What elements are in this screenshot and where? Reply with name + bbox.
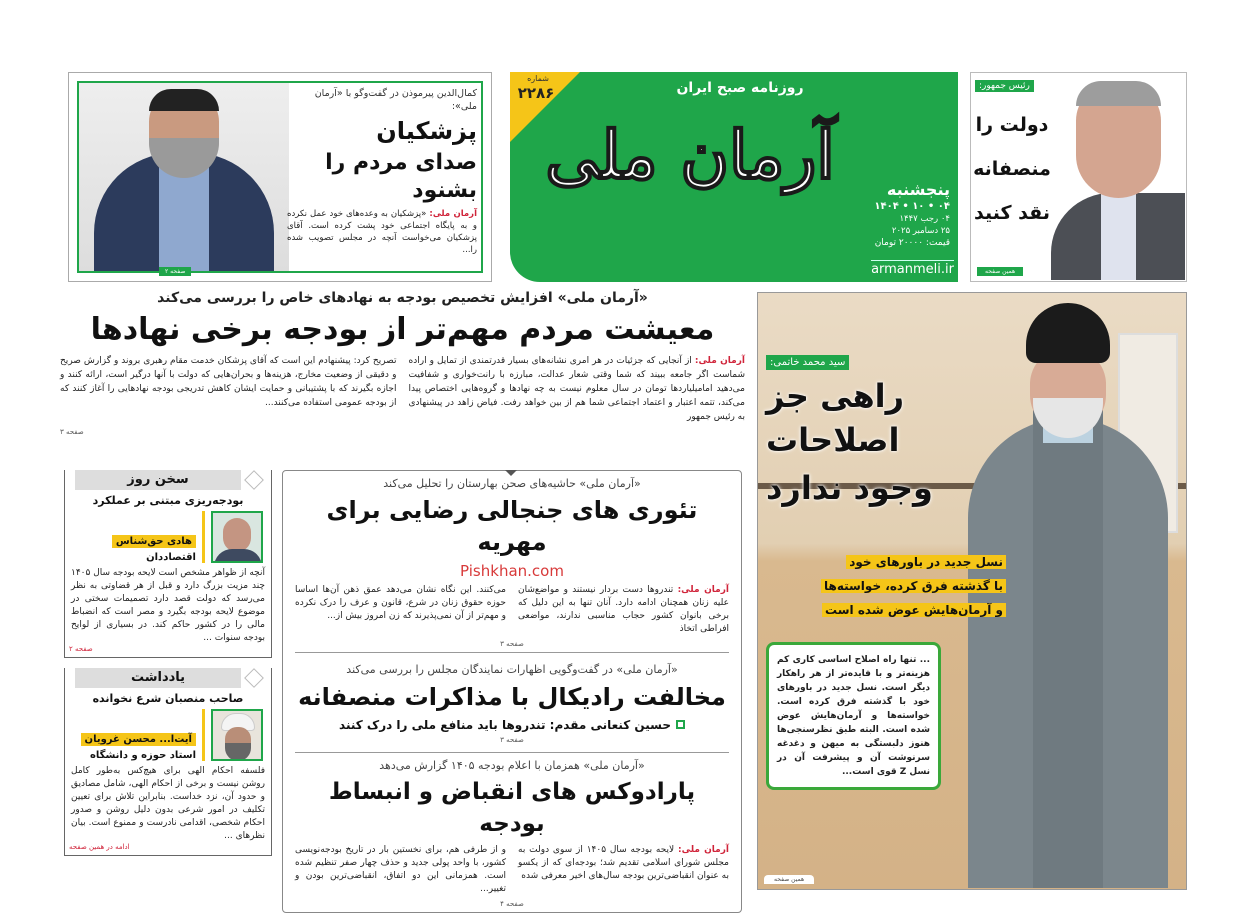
date-hijri: ۰۴ رجب ۱۴۴۷ <box>899 214 950 224</box>
issue-number: ۲۲۸۶ <box>517 84 555 102</box>
story-headline: پارادوکس های انقباض و انبساط بودجه <box>328 779 696 837</box>
page-ref[interactable]: صفحه ۳ <box>60 428 84 436</box>
story-kicker: کمال‌الدین پیرموذن در گفت‌وگو با «آرمان ملی»: <box>314 88 477 112</box>
lead-label: آرمان ملی: <box>694 356 745 366</box>
highlight-line: و آرمان‌هایش عوض شده است <box>822 603 1006 617</box>
page-ref[interactable]: همین صفحه <box>764 875 814 884</box>
diamond-icon <box>244 668 264 688</box>
section-title: سخن روز <box>75 470 241 490</box>
story-subhead: حسین کنعانی مقدم: تندروها باید منافع ملی را درک کنند <box>339 718 671 732</box>
newspaper-logo: آرمان ملی <box>545 116 835 194</box>
tagline: روزنامه صبح ایران <box>676 80 804 96</box>
story-label: رئیس جمهور: <box>975 80 1034 92</box>
main-col-right: از آنجایی که جزئیات در هر امری نشانه‌های بسیار قدرتمندی از تمایل و اراده شماست اگر جامعه ببیند که شما وقتی شعار عدالت، مبارزه با رانت‌خواری و شفافیت می‌دهید امامیلیاردها تومان در سال معلوم نیست به چه نهادها و گروه‌هایی اختصاص پیدا می‌کند، تتمه اعتبار و اعتماد اجتماعی شما هم از بین خواهد رفت. فیاض زاهد در پیشنهادی به رئیس جمهور <box>408 356 745 422</box>
main-headline: معیشت مردم مهم‌تر از بودجه برخی نهادها <box>90 312 715 347</box>
masthead <box>510 72 958 282</box>
lead-label: آرمان ملی: <box>678 845 729 855</box>
story-col-right: تندروها دست بردار نیستند و مواضع‌شان علیه زنان همچنان ادامه دارد. آنان تنها به این دلیل که برخی بانوان کشور حجاب مناسبی ندارند، مواضعی افراطی اتخاذ <box>518 585 729 634</box>
author-name: هادی حق‌شناس <box>112 535 196 548</box>
top-right-story[interactable] <box>970 72 1187 282</box>
story-mozakerat[interactable] <box>283 653 741 752</box>
pezeshkian-photo <box>1051 73 1185 280</box>
page-ref[interactable]: همین صفحه <box>977 267 1023 276</box>
page-ref[interactable]: صفحه ۳ <box>500 736 524 744</box>
top-left-story[interactable] <box>68 72 492 282</box>
pirmoazen-photo <box>79 83 289 271</box>
feature-headline: راهی جز اصلاحات <box>766 377 905 459</box>
watermark: Pishkhan.com <box>460 562 564 580</box>
headline-line: دولت را <box>975 114 1049 136</box>
headline-line: نقد کنید <box>974 202 1050 224</box>
weekday: پنجشنبه <box>886 180 950 199</box>
highlight-line: نسل جدید در باورهای خود <box>846 555 1006 569</box>
story-headline: پزشکیان <box>376 117 477 145</box>
page-ref[interactable]: صفحه ۳ <box>500 640 524 648</box>
sokhan-rooz-column[interactable] <box>64 470 272 658</box>
square-bullet-icon <box>676 720 685 729</box>
lead-text: «پزشکیان به وعده‌های خود عمل نکرده و به پایگاه اجتماعی خود پشت کرده است. آقای پزشکیان می‌خواست آنچه در مجلس تصویب شده را... <box>287 209 477 255</box>
page-ref[interactable]: ادامه در همین صفحه <box>69 843 130 851</box>
highlight-line: با گذشته فرق کرده، خواسته‌ها <box>821 579 1006 593</box>
story-budget-paradox[interactable] <box>283 753 741 912</box>
page-ref[interactable]: صفحه ۲ <box>69 645 93 653</box>
main-kicker: «آرمان ملی» افزایش تخصیص بودجه به نهادهای خاص را بررسی می‌کند <box>157 290 648 306</box>
column-title: بودجه‌ریزی مبتنی بر عملکرد <box>92 494 244 507</box>
date-gregorian: ۲۵ دسامبر ۲۰۲۵ <box>891 226 950 236</box>
story-kicker: «آرمان ملی» حاشیه‌های صحن بهارستان را تحلیل می‌کند <box>383 477 641 490</box>
story-headline: مخالفت رادیکال با مذاکرات منصفانه <box>298 683 726 711</box>
center-stories <box>282 470 742 913</box>
story-mahrieh[interactable] <box>283 471 741 652</box>
story-kicker: «آرمان ملی» همزمان با اعلام بودجه ۱۴۰۵ گزارش می‌دهد <box>379 759 645 772</box>
diamond-icon <box>244 470 264 490</box>
story-headline: صدای مردم را بشنود <box>325 150 477 203</box>
lead-label: آرمان ملی: <box>677 585 729 595</box>
headline-line: منصفانه <box>973 158 1051 180</box>
story-headline: تئوری های جنجالی رضایی برای مهریه <box>326 496 698 556</box>
price: قیمت: ۲۰۰۰۰ تومان <box>874 238 950 248</box>
page-ref[interactable]: صفحه ۴ <box>500 900 524 908</box>
feature-headline: وجود ندارد <box>766 469 933 507</box>
yaddasht-column[interactable] <box>64 668 272 856</box>
main-col-left: تصریح کرد: پیشنهادم این است که آقای پزشکان خدمت مقام رهبری بروند و گزارش صریح و دقیقی از وضعیت مخارج، هزینه‌ها و بحران‌هایی که دولت با آنها درگیر است، ارائه کنند و اجازه بگیرند که با پشتیبانی و حمایت ایشان کاهش تدریجی بودجه نهادهایی را آغاز کنند که از بودجه عمومی استفاده می‌کنند... <box>60 356 397 408</box>
author-role: اقتصاددان <box>146 552 196 563</box>
author-photo <box>211 511 263 563</box>
section-title: یادداشت <box>75 668 241 688</box>
author-photo <box>211 709 263 761</box>
main-story[interactable] <box>60 290 745 436</box>
story-col-left: و از طرفی هم، برای نخستین بار در تاریخ بودجه‌نویسی کشور، با واحد پولی جدید و حذف چهار صفر تنظیم شده است. همزمانی این دو اتفاق، انقباضی‌ترین بودن و تغییر... <box>295 845 506 894</box>
story-col-right: لایحه بودجه سال ۱۴۰۵ از سوی دولت به مجلس شورای اسلامی تقدیم شد؛ بودجه‌ای که از یکسو به عنوان انقباضی‌ترین بودجه سال‌های اخیر معرفی شده <box>518 845 729 881</box>
speaker-label: سید محمد خاتمی: <box>766 355 849 370</box>
column-title: صاحب منصبان شرع نخوانده <box>92 692 244 705</box>
story-kicker: «آرمان ملی» در گفت‌وگویی اظهارات نمایندگان مجلس را بررسی می‌کند <box>346 663 678 676</box>
author-name: آیت‌ا... محسن غرویان <box>81 733 196 746</box>
issue-label: شماره <box>527 74 549 83</box>
feature-quote: ... تنها راه اصلاح اساسی کاری کم هزینه‌تر و با فایده‌تر از هر راهکار دیگر است. نسل جدید در باورهای خود با گذشته فرق کرده است. خواسته‌ها و آرمان‌هایش عوض شده است. البته طبق نظرسنجی‌ها هنوز دلبستگی به میهن و دغدغه سرنوشت آن و پیشرفت آن در نسل Z قوی است... <box>766 642 941 790</box>
story-col-left: می‌کنند. این نگاه نشان می‌دهد عمق ذهن آن‌ها اساسا حوزه حقوق زنان در شرع، قانون و عرف را درک نکرده و مهم‌تر از آن نمی‌پذیرند که زن امروز بیش از... <box>295 585 506 621</box>
page-ref[interactable]: صفحه ۲ <box>159 267 191 276</box>
author-role: استاد حوزه و دانشگاه <box>90 750 196 761</box>
column-text: آنچه از ظواهر مشخص است لایحه بودجه سال ۱۴۰۵ چند مزیت بزرگ دارد و قبل از هر قضاوتی به نظر می‌رسد که دولت قصد دارد تصمیمات سختی در موضوع لایحه بودجه بگیرد و مصر است که انضباط مالی را در کشور حاکم کند. در بسیاری از لوایح بودجه سنوات ... <box>71 568 265 643</box>
website[interactable]: armanmeli.ir <box>871 262 954 277</box>
date-shamsi: ۰۴ • ۱۰ • ۱۴۰۴ <box>874 201 950 212</box>
lead-label: آرمان ملی: <box>429 209 477 219</box>
feature-story-khatami[interactable] <box>757 292 1187 890</box>
column-text: فلسفه احکام الهی برای هیچ‌کس به‌طور کامل روشن نیست و برخی از احکام الهی، شامل مصادیق و حدود آن، نزد خداست. بنابراین تلاش برای تعیین تکلیف در امور شرعی بدون دلیل روشن و صدور احکام شخصی، اقدامی نادرست و ممنوع است. بیان نظرهای ... <box>71 766 265 841</box>
